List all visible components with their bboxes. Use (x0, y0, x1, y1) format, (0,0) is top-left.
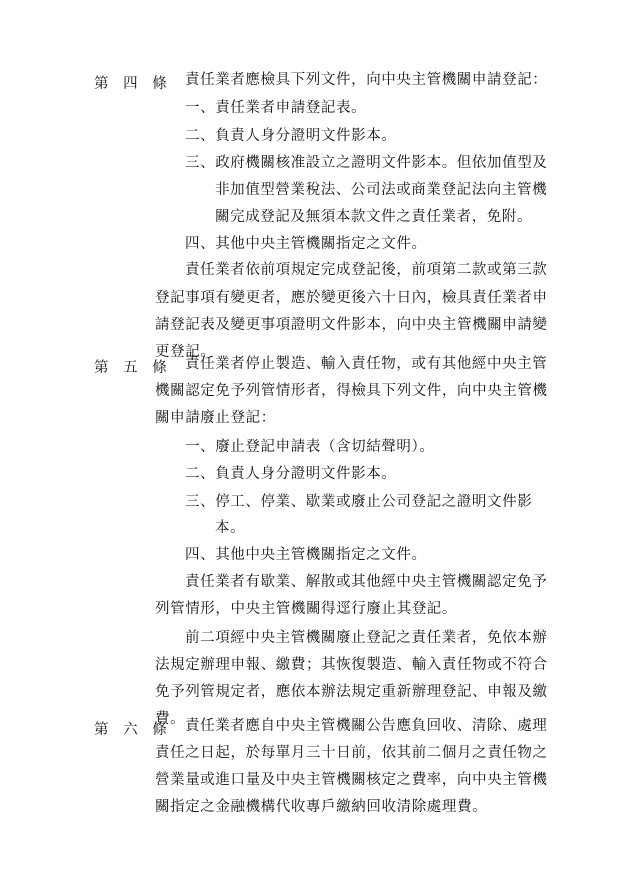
article-text-line: 責任業者應自中央主管機關公告應負回收、清除、處理 (185, 718, 548, 734)
list-item-continuation: 非加值型營業稅法、公司法或商業登記法向主管機 (215, 182, 548, 198)
list-item: 一、責任業者申請登記表。 (185, 100, 367, 116)
list-item: 二、負責人身分證明文件影本。 (185, 128, 397, 144)
list-item: 一、廢止登記申請表（含切結聲明）。 (185, 439, 435, 455)
article-label: 第 四 條 (94, 76, 172, 92)
paragraph-first-line: 責任業者有歇業、解散或其他經中央主管機關認定免予 (185, 574, 548, 590)
paragraph-first-line: 責任業者依前項規定完成登記後，前項第二款或第三款 (185, 262, 548, 278)
list-item: 四、其他中央主管機關指定之文件。 (185, 236, 427, 252)
paragraph-line: 請登記表及變更事項證明文件影本，向中央主管機關申請變 (155, 317, 548, 333)
article-label: 第 六 條 (94, 722, 172, 738)
paragraph-line: 免予列管規定者，應依本辦法規定重新辦理登記、申報及繳 (155, 684, 548, 700)
paragraph-line: 法規定辦理申報、繳費；其恢復製造、輸入責任物或不符合 (155, 657, 548, 673)
article-text-line: 責任業者停止製造、輸入責任物，或有其他經中央主管 (185, 356, 548, 372)
paragraph-line: 營業量或進口量及中央主管機關核定之費率，向中央主管機 (155, 772, 548, 788)
list-item-continuation: 關完成登記及無須本款文件之責任業者，免附。 (215, 209, 533, 225)
article-text-line: 責任業者應檢具下列文件，向中央主管機關申請登記： (185, 72, 548, 88)
paragraph-line: 機關認定免予列管情形者，得檢具下列文件，向中央主管機 (155, 383, 548, 399)
list-item: 二、負責人身分證明文件影本。 (185, 466, 397, 482)
article-label: 第 五 條 (94, 360, 172, 376)
list-item: 四、其他中央主管機關指定之文件。 (185, 547, 427, 563)
paragraph-line: 關指定之金融機構代收專戶繳納回收清除處理費。 (155, 799, 488, 815)
paragraph-line: 列管情形，中央主管機關得逕行廢止其登記。 (155, 601, 457, 617)
paragraph-line: 更登記。 (155, 344, 216, 360)
paragraph-first-line: 前二項經中央主管機關廢止登記之責任業者，免依本辦 (185, 630, 548, 646)
paragraph-line: 責任之日起，於每單月三十日前，依其前二個月之責任物之 (155, 745, 548, 761)
paragraph-line: 費。 (155, 711, 186, 727)
list-item: 三、停工、停業、歇業或廢止公司登記之證明文件影 (185, 494, 533, 510)
list-item: 三、政府機關核准設立之證明文件影本。但依加值型及 (185, 155, 548, 171)
paragraph-line: 登記事項有變更者，應於變更後六十日內，檢具責任業者申 (155, 290, 548, 306)
list-item-continuation: 本。 (215, 520, 246, 536)
paragraph-line: 關申請廢止登記： (155, 410, 276, 426)
